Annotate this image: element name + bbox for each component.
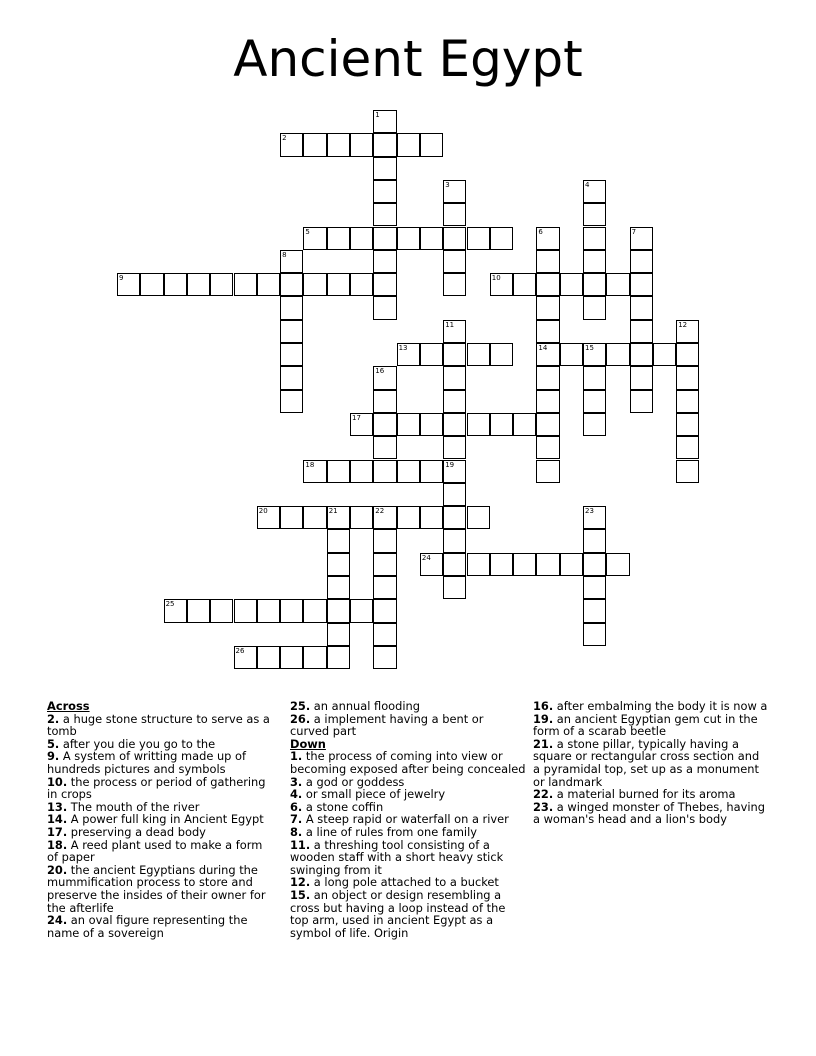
grid-cell[interactable] xyxy=(373,553,396,576)
grid-cell[interactable] xyxy=(397,133,420,156)
grid-cell[interactable] xyxy=(280,250,303,273)
clue-text: or small piece of jewelry xyxy=(302,787,446,802)
grid-cell[interactable] xyxy=(327,646,350,669)
grid-cell[interactable] xyxy=(443,203,466,226)
grid-cell[interactable] xyxy=(536,413,559,436)
clue-number: 1 xyxy=(375,111,380,119)
grid-cell[interactable] xyxy=(490,553,513,576)
grid-cell[interactable] xyxy=(606,553,629,576)
clue-number: 20. xyxy=(47,862,68,877)
grid-cell[interactable] xyxy=(373,157,396,180)
grid-cell[interactable] xyxy=(536,460,559,483)
grid-cell[interactable] xyxy=(583,390,606,413)
clue-text: a line of rules from one family xyxy=(302,824,477,839)
clue-text: A power full king in Ancient Egypt xyxy=(67,812,264,827)
grid-cell[interactable] xyxy=(583,413,606,436)
clue-text: preserving a dead body xyxy=(67,824,206,839)
grid-cell[interactable] xyxy=(187,273,210,296)
clue-number: 26. xyxy=(290,711,311,726)
grid-cell[interactable] xyxy=(560,553,583,576)
clue xyxy=(47,914,272,939)
clue-number: 20 xyxy=(258,507,268,516)
grid-cell[interactable] xyxy=(536,227,559,250)
grid-cell[interactable] xyxy=(583,227,606,250)
clue-number: 10 xyxy=(491,274,501,283)
grid-cell[interactable] xyxy=(373,623,396,646)
grid-cell[interactable] xyxy=(327,553,350,576)
grid-cell[interactable] xyxy=(373,529,396,552)
grid-cell[interactable] xyxy=(583,506,606,529)
clue-number: 25. xyxy=(290,699,311,713)
grid-cell[interactable] xyxy=(373,413,396,436)
clue-number: 2. xyxy=(47,711,60,726)
grid-cell[interactable] xyxy=(583,273,606,296)
clue-number: 19. xyxy=(533,711,554,726)
grid-cell[interactable] xyxy=(280,273,303,296)
grid-cell[interactable] xyxy=(420,553,443,576)
grid-cell[interactable] xyxy=(560,273,583,296)
clue-number: 12 xyxy=(678,320,688,329)
grid-cell[interactable] xyxy=(397,460,420,483)
grid-cell[interactable] xyxy=(630,227,653,250)
grid-cell[interactable] xyxy=(676,460,699,483)
clue-text: a god or goddess xyxy=(302,774,405,789)
grid-cell[interactable] xyxy=(443,506,466,529)
grid-cell[interactable] xyxy=(606,273,629,296)
grid-cell[interactable] xyxy=(397,227,420,250)
clue-text: a material burned for its aroma xyxy=(553,787,736,802)
grid-cell[interactable] xyxy=(583,296,606,319)
clue-text: a stone pillar, typically having a square or rectangular cross section and a pyramidal top, set up as a monument or landmark xyxy=(533,736,760,789)
clue-number: 4. xyxy=(290,787,303,802)
grid-cell[interactable] xyxy=(373,203,396,226)
grid-cell[interactable] xyxy=(327,133,350,156)
clue-number: 24. xyxy=(47,913,68,928)
grid-cell[interactable] xyxy=(676,436,699,459)
clue-number: 8. xyxy=(290,824,303,839)
grid-cell[interactable] xyxy=(420,133,443,156)
grid-cell[interactable] xyxy=(583,366,606,389)
grid-cell[interactable] xyxy=(350,227,373,250)
grid-cell[interactable] xyxy=(583,203,606,226)
clue-number: 6 xyxy=(538,227,543,236)
grid-cell[interactable] xyxy=(420,413,443,436)
grid-cell[interactable] xyxy=(280,646,303,669)
grid-cell[interactable] xyxy=(443,529,466,552)
clue-number: 19 xyxy=(445,460,455,469)
grid-cell[interactable] xyxy=(536,250,559,273)
grid-cell[interactable] xyxy=(676,366,699,389)
clues-column-1 xyxy=(47,700,272,939)
clue-text: an oval figure representing the name of a sovereign xyxy=(47,913,248,940)
clue xyxy=(290,750,526,775)
grid-cell[interactable] xyxy=(164,273,187,296)
grid-cell[interactable] xyxy=(280,366,303,389)
grid-cell[interactable] xyxy=(303,227,326,250)
grid-cell[interactable] xyxy=(303,646,326,669)
clues-column-3 xyxy=(533,700,768,826)
clue-text: an object or design resembling a cross but having a loop instead of the top arm, used in ancient Egypt as a symbol of life. Origin xyxy=(290,887,506,940)
grid-cell[interactable] xyxy=(280,133,303,156)
down-clue-list-continued xyxy=(533,700,768,826)
clue-number: 22. xyxy=(533,787,554,802)
clue-text: an annual flooding xyxy=(310,699,420,713)
clue-number: 3. xyxy=(290,774,303,789)
grid-cell[interactable] xyxy=(327,506,350,529)
clue xyxy=(290,839,526,877)
clue xyxy=(47,713,272,738)
grid-cell[interactable] xyxy=(234,273,257,296)
grid-cell[interactable] xyxy=(490,413,513,436)
clue-number: 4 xyxy=(585,180,590,189)
grid-cell[interactable] xyxy=(257,506,280,529)
grid-cell[interactable] xyxy=(676,390,699,413)
clue-text: A system of writting made up of hundreds pictures and symbols xyxy=(47,749,247,776)
clue-number: 17 xyxy=(352,413,361,422)
grid-cell[interactable] xyxy=(630,320,653,343)
grid-cell[interactable] xyxy=(327,273,350,296)
grid-cell[interactable] xyxy=(373,180,396,203)
grid-cell[interactable] xyxy=(257,273,280,296)
clue xyxy=(533,738,768,788)
clue-number: 2 xyxy=(282,134,287,143)
grid-cell[interactable] xyxy=(467,506,490,529)
grid-cell[interactable] xyxy=(630,366,653,389)
page-title: Ancient Egypt xyxy=(233,30,583,88)
grid-cell[interactable] xyxy=(583,529,606,552)
grid-cell[interactable] xyxy=(443,366,466,389)
clue-number: 15 xyxy=(585,344,594,352)
grid-cell[interactable] xyxy=(467,553,490,576)
grid-cell[interactable] xyxy=(583,623,606,646)
clue-number: 22 xyxy=(375,507,385,516)
grid-cell[interactable] xyxy=(420,227,443,250)
clue-text: the process or period of gathering in crops xyxy=(47,774,266,802)
grid-cell[interactable] xyxy=(373,133,396,156)
grid-cell[interactable] xyxy=(350,506,373,529)
grid-cell[interactable] xyxy=(373,576,396,599)
grid-cell[interactable] xyxy=(164,599,187,622)
grid-cell[interactable] xyxy=(327,460,350,483)
clue-number: 18 xyxy=(305,460,315,469)
grid-cell[interactable] xyxy=(560,343,583,366)
grid-cell[interactable] xyxy=(443,320,466,343)
clue-text: a long pole attached to a bucket xyxy=(310,875,499,890)
grid-cell[interactable] xyxy=(280,599,303,622)
grid-cell[interactable] xyxy=(443,250,466,273)
grid-cell[interactable] xyxy=(373,460,396,483)
clue-text: A reed plant used to make a form of paper xyxy=(47,837,263,865)
grid-cell[interactable] xyxy=(373,599,396,622)
grid-cell[interactable] xyxy=(420,460,443,483)
grid-cell[interactable] xyxy=(630,296,653,319)
grid-cell[interactable] xyxy=(443,413,466,436)
clue-number: 23. xyxy=(533,799,554,814)
grid-cell[interactable] xyxy=(443,576,466,599)
clue xyxy=(47,839,272,864)
grid-cell[interactable] xyxy=(257,646,280,669)
grid-cell[interactable] xyxy=(303,133,326,156)
grid-cell[interactable] xyxy=(373,366,396,389)
clue-number: 11 xyxy=(445,320,455,329)
grid-cell[interactable] xyxy=(443,227,466,250)
grid-cell[interactable] xyxy=(443,390,466,413)
clue-number: 25 xyxy=(165,600,175,609)
grid-cell[interactable] xyxy=(350,133,373,156)
grid-cell[interactable] xyxy=(583,576,606,599)
grid-cell[interactable] xyxy=(467,227,490,250)
grid-cell[interactable] xyxy=(467,413,490,436)
grid-cell[interactable] xyxy=(373,250,396,273)
grid-cell[interactable] xyxy=(280,296,303,319)
grid-cell[interactable] xyxy=(397,343,420,366)
clue-number: 18. xyxy=(47,837,68,852)
grid-cell[interactable] xyxy=(234,599,257,622)
grid-cell[interactable] xyxy=(210,599,233,622)
across-clue-list-continued xyxy=(290,700,526,738)
clue xyxy=(533,713,768,738)
clue-number: 24 xyxy=(421,553,431,562)
clue-number: 23 xyxy=(585,507,594,516)
grid-cell[interactable] xyxy=(630,250,653,273)
clues-column-2 xyxy=(290,700,526,939)
grid-cell[interactable] xyxy=(536,553,559,576)
clue-text: a implement having a bent or curved part xyxy=(290,711,484,739)
grid-cell[interactable] xyxy=(140,273,163,296)
clue-number: 26 xyxy=(235,646,245,655)
clue xyxy=(290,889,526,939)
grid-cell[interactable] xyxy=(630,343,653,366)
clue-number: 1. xyxy=(290,749,303,764)
grid-cell[interactable] xyxy=(373,110,396,133)
grid-cell[interactable] xyxy=(513,413,536,436)
grid-cell[interactable] xyxy=(467,343,490,366)
grid-cell[interactable] xyxy=(397,506,420,529)
clue-number: 17. xyxy=(47,824,68,839)
grid-cell[interactable] xyxy=(420,343,443,366)
grid-cell[interactable] xyxy=(490,227,513,250)
grid-cell[interactable] xyxy=(676,320,699,343)
grid-cell[interactable] xyxy=(327,529,350,552)
grid-cell[interactable] xyxy=(350,273,373,296)
clue-number: 9. xyxy=(47,749,60,764)
clue-number: 5 xyxy=(305,227,310,236)
grid-cell[interactable] xyxy=(210,273,233,296)
across-clue-list xyxy=(47,713,272,940)
down-clue-list xyxy=(290,750,526,939)
down-heading: Down xyxy=(290,736,326,751)
clue-number: 14. xyxy=(47,812,68,827)
clue-text: an ancient Egyptian gem cut in the form of a scarab beetle xyxy=(533,711,758,739)
grid-cell[interactable] xyxy=(443,483,466,506)
grid-cell[interactable] xyxy=(536,320,559,343)
grid-cell[interactable] xyxy=(373,273,396,296)
clue-number: 10. xyxy=(47,774,68,789)
grid-cell[interactable] xyxy=(303,273,326,296)
grid-cell[interactable] xyxy=(536,436,559,459)
clue-text: the ancient Egyptians during the mummification process to store and preserve the insides of their owner for the afterlife xyxy=(47,862,266,915)
clue-number: 9 xyxy=(119,274,124,283)
clue xyxy=(47,750,272,775)
grid-cell[interactable] xyxy=(373,390,396,413)
clue-text: A steep rapid or waterfall on a river xyxy=(302,812,509,827)
clue-number: 7. xyxy=(290,812,303,827)
grid-cell[interactable] xyxy=(303,460,326,483)
grid-cell[interactable] xyxy=(373,296,396,319)
grid-cell[interactable] xyxy=(443,273,466,296)
grid-cell[interactable] xyxy=(397,413,420,436)
grid-cell[interactable] xyxy=(327,623,350,646)
clue-text: the process of coming into view or becoming exposed after being concealed xyxy=(290,749,526,776)
clue-number: 21. xyxy=(533,736,554,751)
grid-cell[interactable] xyxy=(373,646,396,669)
grid-cell[interactable] xyxy=(327,227,350,250)
grid-cell[interactable] xyxy=(606,343,629,366)
clue-number: 13. xyxy=(47,799,68,814)
grid-cell[interactable] xyxy=(303,506,326,529)
grid-cell[interactable] xyxy=(536,366,559,389)
clue-number: 7 xyxy=(631,227,637,236)
grid-cell[interactable] xyxy=(257,599,280,622)
grid-cell[interactable] xyxy=(583,250,606,273)
across-heading: Across xyxy=(47,699,90,713)
grid-cell[interactable] xyxy=(280,506,303,529)
grid-cell[interactable] xyxy=(420,506,443,529)
grid-cell[interactable] xyxy=(443,180,466,203)
grid-cell[interactable] xyxy=(536,390,559,413)
grid-cell[interactable] xyxy=(373,506,396,529)
grid-cell[interactable] xyxy=(303,599,326,622)
grid-cell[interactable] xyxy=(350,413,373,436)
grid-cell[interactable] xyxy=(536,296,559,319)
grid-cell[interactable] xyxy=(373,227,396,250)
clue-number: 6. xyxy=(290,799,303,814)
grid-cell[interactable] xyxy=(350,460,373,483)
grid-cell[interactable] xyxy=(536,343,559,366)
clue-number: 21 xyxy=(328,507,338,516)
grid-cell[interactable] xyxy=(280,390,303,413)
clue-number: 15. xyxy=(290,887,311,902)
clue xyxy=(533,801,768,826)
grid-cell[interactable] xyxy=(350,599,373,622)
grid-cell[interactable] xyxy=(443,553,466,576)
clue-text: after you die you go to the xyxy=(59,736,216,751)
grid-cell[interactable] xyxy=(327,599,350,622)
grid-cell[interactable] xyxy=(443,436,466,459)
grid-cell[interactable] xyxy=(373,436,396,459)
clue xyxy=(47,776,272,801)
clue-number: 8 xyxy=(282,250,287,259)
clue-text: after embalming the body it is now a xyxy=(553,699,768,713)
grid-cell[interactable] xyxy=(280,320,303,343)
grid-cell[interactable] xyxy=(187,599,210,622)
clue-number: 11. xyxy=(290,837,311,852)
clue-text: a huge stone structure to serve as a tomb xyxy=(47,711,270,739)
clue-number: 16 xyxy=(375,367,385,376)
grid-cell[interactable] xyxy=(234,646,257,669)
grid-cell[interactable] xyxy=(513,273,536,296)
clue-number: 5. xyxy=(47,736,60,751)
clue xyxy=(47,864,272,914)
grid-cell[interactable] xyxy=(443,460,466,483)
grid-cell[interactable] xyxy=(536,273,559,296)
grid-cell[interactable] xyxy=(676,413,699,436)
grid-cell[interactable] xyxy=(630,390,653,413)
grid-cell[interactable] xyxy=(583,599,606,622)
grid-cell[interactable] xyxy=(583,180,606,203)
clue-number: 13 xyxy=(398,344,408,352)
grid-cell[interactable] xyxy=(490,273,513,296)
grid-cell[interactable] xyxy=(280,343,303,366)
clue-text: The mouth of the river xyxy=(67,799,200,814)
clue-number: 14 xyxy=(538,344,548,352)
grid-cell[interactable] xyxy=(490,343,513,366)
grid-cell[interactable] xyxy=(513,553,536,576)
clue xyxy=(290,713,526,738)
clue-number: 3 xyxy=(445,180,450,189)
clue-number: 12. xyxy=(290,875,311,890)
grid-cell[interactable] xyxy=(583,553,606,576)
grid-cell[interactable] xyxy=(676,343,699,366)
grid-cell[interactable] xyxy=(443,343,466,366)
grid-cell[interactable] xyxy=(117,273,140,296)
grid-cell[interactable] xyxy=(327,576,350,599)
grid-cell[interactable] xyxy=(653,343,676,366)
grid-cell[interactable] xyxy=(583,343,606,366)
grid-cell[interactable] xyxy=(630,273,653,296)
clue-text: a stone coffin xyxy=(302,799,384,814)
clue-text: a winged monster of Thebes, having a woman's head and a lion's body xyxy=(533,799,765,827)
clue-number: 16. xyxy=(533,699,554,713)
clue-text: a threshing tool consisting of a wooden staff with a short heavy stick swinging from it xyxy=(290,837,504,877)
